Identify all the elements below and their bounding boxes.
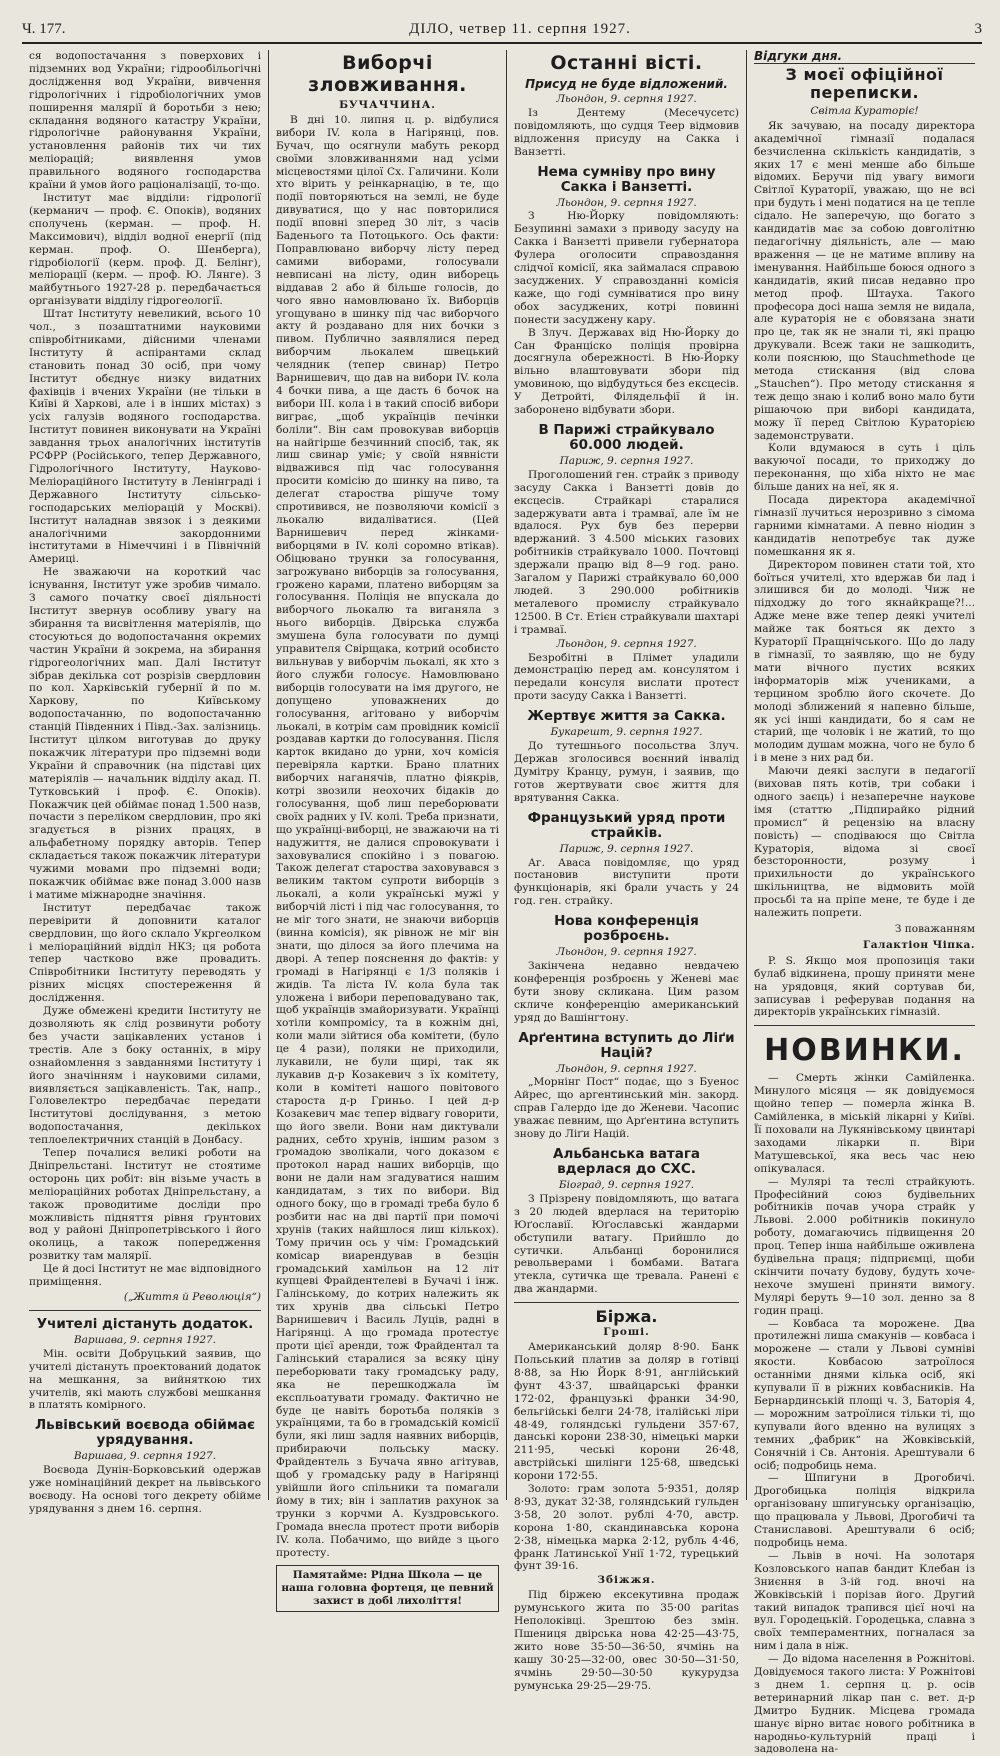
subheadline-money: Гроші. [603, 1326, 650, 1339]
article-paragraph: Аг. Аваса повідомляє, що уряд постановив виступити проти функціонарів, які брали участь у 24 год. ген. страйку. [514, 856, 739, 908]
subheadline-grain: Збіжжя. [597, 1574, 656, 1587]
divider [29, 1310, 261, 1311]
headline-teachers: Учителі дістануть додаток. [36, 1315, 254, 1332]
headline: Французький уряд проти страйків. [527, 809, 726, 841]
headline-official-correspondence: З моєї офіційної переписки. [785, 64, 944, 102]
article-paragraph: Директором повинен стати той, хто боїться учителі, хто вдержав би лад і злишився би до молоді. Чиж не підходжу до того якнайкраще?!... Адже мене вже тепер деякі учителі майже так бояться як дехто з Кураторії Пращнічського. Що до ладу в гімназії, то заявляю, що не буду мати вічного пустих всяких інформаторів між учениками, а терцином зроблю його скочете. До молоді зближений я напевно більше, як усі інші кандидати, бо я сам не старий, ще чоловік і не жатий, то що молодим душам можна, чого не було б і в мене з них рад би. [754, 558, 975, 765]
dateline: Льондон, 9. серпня 1927. [556, 637, 697, 650]
dateline: Біоград, 9. серпня 1927. [558, 1179, 695, 1191]
dateline: Париж, 9. серпня 1927. [559, 842, 694, 855]
article-paragraph: Тепер почалися великі роботи на Дніпрельстані. Інститут не стоятиме осторонь цих робіт: він візьме участь в меліораційних роботах Дніпрельстану, а також проводитиме досліди про можливість підняття рівня ґрунтових вод у районі Дніпропетрівського і його околиць, а також попередження розвитку там малярії. [29, 1147, 261, 1263]
column-2 [268, 50, 506, 1608]
subheadline: БУЧАЧЧИНА. [339, 99, 436, 111]
headline: Нема сумніву про вину Сакка і Ванзетті. [537, 163, 716, 195]
salutation: Світла Кураторіє! [810, 104, 919, 117]
column-3 [506, 50, 746, 1692]
article-paragraph: В дні 10. липня ц. р. відбулися вибори IV. кола в Нагірянці, пов. Бучач, що осягнули мабуть рекорд своїми зловживаннями над усіми місцевостями цілої Сх. Галичини. Коли хто вірить у реінкарнацію, в те, що події повторяються на землі, не буде дивуватися, що у нас повторилися події вповні зперед 30 літ, з часів Баденього та Потоцького. Ось факти: Поправлювано виборчу лісту перед самими виборами, голосували невписані на лісту, один виборець віддавав 2 або й більше голосів, до чого явно намовлювано їх. Виборців угощувано в шинку під час виборчого акту й роздавано для них бочки з пивом. Публично заявлялися перед виборчим льокалем швецький челядник (тепер свинар) Петро Варнишевич, що дав на вибори IV. кола 4 бочки пива, а ще дасть 6 бочок на вибори III. кола і в такий спосіб вибори виграє, „щоб українців печінки боліли“. Він сам провокував виборців на найгірше безчинний спосіб, так, як лиш свинар уміє; у своїй нявністи відважився під час голосування просити комісію до шинку на пиво, та делегат староства рішуче тому спротивився, не позволяючи комісії з льокалю видаліватися. (Цей Варнишевич перед жінками-виборцями в IV. колі соромно втікав). Обіцювано трунки за голосування, загрожувано виборців за голосування, грожено карами, платено виборцям за голосування. Поліція не впускала до виборчого льокалю та виганяла з нього виборців. Двірська служба змушена була голосувати по думці управителя Свірщака, котрий особисто вильнував у виборчім льокалі, як хто з його служби голосує. Намовлювано виборців голосувати на імя другого, не допущено уповажнених до голосування, агітовано у виборчім льокалі, в котрім сам провідник комісії роздавав картки до голосування. Після карток вкидано до урни, хоч комісія перевіряла картки. Брано платних виборчих наганячів, платно фіякрів, котрі звозили неохочих бідаків до голосування, щоб лиш переборювати своїх радних у IV. колі. Треба признати, що українці-виборці, не зважаючи на ті надужиття, не далися спровокувати і заховувалися спокійно і з повагою. Також делегат староства заховувався з великим тактом супроти виборців з льокалі, а коли українські мужі у виборчій лісті і під час голосування, то не міг того знати, не знаючи виборців (винна комісія), як рівнож не міг він знати, що ділося за його плечима на дворі. А тепер пояснення до фактів: у громаді в Нагірянці є 1/3 поляків і жидів. Та ліста IV. кола була так уложена і вибори переповадувано так, щоб українців змайоризувати. Українці хотіли компромісу, та в кожнім дні, коли мали зійтися оба комітети, (було це 4 рази), поляки не приходили, лукавили, не були щирі, так як лукавив д-р Козакевич з їх комітету, коли в комітеті нашого повітового староста д-р Гриньо. І цей д-р Козакевич має тепер відвагу говорити, що його звели. Вони нам диктували радних, себто хрунів, іншим разом з громадою зволікали, чого доказом є протокол нарад наших виборців, що вони не дали нам згадуватися нашим кандидатам, з тих по вибори. Від одного боку, що в громаді треба було б розбити нас на дві партії при помочі хрунів (таких найшлося лиш кількох). Тому причин ось у чім: Громадський комісар виарендував в безцін громадський хамільон на 12 літ купцеві Фрайдентелеві в Бучачі і інж. Галінському, до котрих належить як тих хрунів два сільські Петро Варнишевич і Василь Луців, радні в Нагірянці. А що громада протестує проти цієї аренди, тож Фрайдентал та Галінський старалися за всяку ціну переборювати таку громадську раду, яка не перешкоджала їм експльоатувати громаду. Фактично не буде це навіть боротьба поляків з українцями, та бо в громадській комісії були, які лиш задля наявних виборців, прибираючи польську маску. Фрайдентель з Бучача явно агітував, щоб у громадську раду в Нагірянці увійшли його спільники та помагали йому в тих; він і заплатив рахунок за трунки з корчми А. Куздровського. Громада внесла протест проти виборів IV. кола. Побачимо, що вийде з цього протесту. [276, 113, 499, 1559]
article-paragraph: Маючи деякі заслуги в педагогії (виховав пять котів, три собаки і одного заєць) і незаперечне наукове імя (статтю „Підпирайко рідний промисл“ й рецензію на власну повість) — сподіваюся що Світла Кураторія, відома зі своєї безсторонности, розуму і прихильности до українського шкільництва, не відмовить моїй просьбі та на пріпе мене, те буде і де належить попрети. [754, 765, 975, 920]
masthead [22, 14, 982, 44]
signature-name [754, 939, 975, 952]
column-1 [22, 50, 268, 1515]
column-4 [746, 49, 982, 1756]
section-kicker: Відгуки дня. [754, 50, 975, 64]
article-paragraph: Інститут має відділи: гідрології (керманич — проф. Є. Опоків), водяних сполучень (керман. — проф. Н. Максимович), відділ водної енергії (під керман. проф. О. Шенберга), гідробіології (керм. проф. Д. Белінг), меліорації (керм. — проф. Ю. Лянге). З майбутнього 1927-28 р. передбачається організувати відділу гідрогеології. [29, 191, 261, 308]
headline-voivode: Львівський воєвода обіймає урядування. [34, 1417, 256, 1449]
slogan-box: Памятайме: Рідна Школа — це наша головна фортеця, це певний захист в добі лихоліття! [276, 1565, 499, 1612]
postscript: P. S. Якщо моя пропозиція таки булаб відкинена, прошу приняти мене на урядовця, який сортував би, записував і реферував подання на директорів українських гімназій. [754, 954, 975, 1019]
dateline: Льондон, 9. серпня 1927. [556, 1062, 697, 1075]
masthead-title: ДІЛО, четвер 11. серпня 1927. [409, 21, 631, 37]
grain-prices: Під біржею ексекутивна продаж румунського жита по 35·00 paritas Неполоківці. Зрештою без змін. Пшениця двірська нова 42·25—43·75, жито нове 35·50—36·50, ячмінь на кашу 30·25—32·00, овес 30·50—31·50, ячмінь 29·50—30·50 кукурудза румунська 29·25—29·75. [514, 1589, 739, 1692]
headline: Альбанська ватага вдерлася до СХС. [553, 1146, 700, 1177]
article-paragraph: Це й досі Інститут не має відповідного приміщення. [29, 1263, 261, 1289]
news-item: — Львів в ночі. На золотаря Козловського напав бандит Клебан із Зниєння в 3-ій год. вночі на Жовківській і порізав його. Другий такий випадок трапився цієї ночі на вул. Городецькій. Городецька, славна з своїх темпераментних, погналася за ним і дала в ніж. [754, 1549, 975, 1653]
page-number: 3 [974, 21, 982, 37]
gold-rates: Золото: грам золота 5·9351, доляр 8·93, дукат 32·38, голяндський гульден 3·58, 20 золот. рублі 4·70, австр. корона 1·80, скандинавська корона 2·38, німецька марка 2·12, рубль 4·46, франк Латинської Унії 1·72, турецький фунт 39·16. [514, 1483, 739, 1573]
dateline: Варшава, 9. серпня 1927. [73, 1450, 217, 1463]
headline: Жертвує життя за Сакка. [527, 708, 726, 725]
article-paragraph: „Морнінг Пост“ подає, що з Буенос Айрес, що аргентинський мін. закорд. справ Галердо іде до Женеви. Часопис уважає певним, що Арґентина вступить знову до Ліґи Націй. [514, 1076, 740, 1141]
article-paragraph: Інститут передбачає також перевірити й доповнити каталог свердловин, що його склало Укргеолком і меліораційний відділ НКЗ; ця робота тепер частково вже провадить. Співробітники Інституту переводять у різних місцях спостереження й дослідження. [29, 901, 261, 1005]
article-paragraph: Посада директора академічної гімназії лучиться нерозривно з сімома гарними кімнатами. А певно ніодин з кандидатів непотребує так дуже помешкання як я. [754, 494, 975, 558]
dateline: Букарешт, 9. серпня 1927. [550, 726, 703, 739]
headline: В Парижі страйкувало 60.000 людей. [538, 421, 715, 453]
signature-name-text: Галактіон Чіпка. [863, 938, 975, 951]
article-paragraph: Не зважаючи на короткий час існування, Інститут уже зробив чимало. З самого початку своєї діяльності Інститут звернув особливу увагу на збирання та висвітлення матеріялів, що стосуються до водопостачання окремих частин України й зокрема, на збирання гідрогеологічних мап. Далі Інститут зібрав декілька сот розрізів свердловин по кол. Харківській губернії й по м. Харкову, по Київському водопостачанню, по водопостачанню станцій Південних і Півд.-Зах. залізниць. Інститут цілком виготував до друку покажчик літератури про підземні води України й справочник (на підставі цих матеріялів — начальник відділу акад. П. Тутковський і проф. Є. Опоків). Покажчик цей обіймає понад 1.500 назв, почасти з переліком свердловин, про які згадується в різних працях, в альфабетному порядку авторів. Тепер складається також покажчик літератури чужими мовами про підземні води; покажчик обіймає вже понад 3.000 назв і матиме міжнародне значіння. [29, 566, 261, 901]
exchange-rates: Американський доляр 8·90. Банк Польський платив за доляр в готівці 8·88, за Ню Йорк 8·91, англійський фунт 43·37, швайцарські франки 172·02, французькі франки 34·90, бельгійські белги 24·78, італійські ліри 48·49, голяндські гульдени 357·67, данські корони 238·30, німецькі марки 211·95, чеські корони 26·48, австрійські шилінги 125·68, шведські корони 172·55. [514, 1341, 739, 1483]
headline-news: НОВИНКИ. [764, 1033, 965, 1069]
article-paragraph: Безробітні в Плімет уладили демонстрацію перед ам. консулятом і передали консуля вислати протест проти засуду Сакка і Ванзетті. [514, 651, 739, 703]
news-item: — Смерть жінки Самійленка. Минулого місяця — як довідуємося щойно тепер — померла жінка В. Самійленка, в міській лікарні у Київі. Її поховали на Лукянівському цвинтарі заходами лікарки п. Віри Матушевської, яка весь час нею опікувалася. [754, 1072, 975, 1175]
news-item: — Ковбаса та морожене. Два протилежні лиша смакунів — ковбаса і морожене — стали у Львові сумніві якости. Ковбасою затроїлося останніми днями кілька осіб, які купували її в ріжних ковбасникiв. На Бернардинській площі ч. 3, Баторія 4, — морожним затроїлися тільки ті, що купували його вденно на вулицях з темних „фабрик“ на Жовківській, Сонячній і Св. Антонія. Арештували 6 осіб; подробиць нема. [754, 1317, 975, 1472]
article-paragraph: До тутешнього посольства Злуч. Держав зголосився воєнний інвалід Думітру Кранцу, румун, і заявив, що готов жертвувати своє життя для врятування Сакка. [514, 740, 739, 804]
page-issue-number: Ч. 177. [22, 21, 66, 37]
signature-greeting: З поважанням [894, 923, 975, 935]
headline-election-abuse: Виборчі зловживання. [308, 52, 467, 96]
article-paragraph: ся водопостачання з поверхових і підземних вод України; гідрообільогічні дослідження вод України, вивчення гідрологічних і гідробіологічних умов поширення малярії й боротьби з нею; складання водяного катастру України, гідрологічне районування України, установлення районів тих чи тих меліорацій; виявлення умов правильного водяного господарства країни й умов його раціоналізації, то-що. [29, 50, 261, 192]
dateline: Льондон, 9. серпня 1927. [556, 93, 697, 105]
article-paragraph: Закінчена недавно невдачею конференція розброєнь у Женеві має бути знову скликана. Цим разом скличе конференцію американський уряд до Вашінгтону. [514, 960, 739, 1024]
article-paragraph: Дуже обмежені кредити Інституту не дозволяють як слід розвинути роботу без участи зацікавлених установ і трестів. Але з боку останніх, в міру ознайомлення з завданнями Інституту і його значінням і науковими силами, виявляється зацікавленість. Так, напр., Головелектро передбачає передати Інститутові дослідування, з метою водопостачання, декількох теплоелектричних станцій в Донбасу. [29, 1005, 261, 1147]
news-item: — Мулярі та теслі страйкують. Професійний союз будівельних робітників почав учора страйк у Львові. 2.000 робітників покинуло роботу, домагаючись підвищення 20 проц. Тепер іншa найбільше оживлена будівельна праця; підприємці, щоби скінчити почату будову, будуть хоче-нехоче змушені приняти вимогу. Мулярі беруть 9—10 зол. денно за 8 годин праці. [754, 1175, 975, 1317]
article-paragraph: Із Дентему (Месечусетс) повідомляють, що судця Теер відмовив відложення присуду на Сакка і Ванзетті. [514, 106, 739, 158]
news-item: — До відома населення в Рожнітові. Довідуємося такого листа: У Рожнітові з днем 1. серпня ц. р. осів ветеринарний лікар пан с. вет. д-р Дмитро Будник. Місцева громада шанує вірно витає нового робітника в народньо-культурній праці і задоволена на- [754, 1653, 975, 1756]
headline-exchange: Біржа. [595, 1307, 658, 1327]
headline-latest-news: Останні вісті. [550, 52, 703, 74]
article-paragraph: Проголошений ген. страйк з приводу засуду Сакка і Ванзетті довів до ексцесів. Страйкарі старалися задержувати авта і трамваї, але їм не вдалося. Рух був без перерви вдержаний. З 4.500 міських газових робітників страйкувало 1000. Почтовці здержали працю від 8—9 год. рано. Загалом у Парижі страйкувало 60,000 людей. З 290.000 робітників металевого промислу страйкувало 12500. В Ст. Етієн страйкували шахтарі і трамваї. [514, 468, 739, 636]
article-paragraph: Як зачуваю, на посаду директора академічної гімназії подалася безчисленна скількість кандидатів, з яких 17 є мені менше або більше відомих. Беручи під увагу вимоги Світлої Кураторії, уважаю, що не всі при будуть і мені податися на це тепле сідало. Не заперечую, що богато з кандидатів має за собою довголітню педагогічну діяльність, але — маю враження — це не матиме впливу на іменування. Найбільше боюся одного з кандидатів, який писав недавно про метод проф. Штауха. Такого професора досі наша земля не видала, але кураторія не є обовязана знати про це, так як не знали ті, які працю друкували. Всеж таки не зашкодить, коли пояснюю, що Stauchmethode це метода стискання (від слова „Stauchen“). Про методу стискання я теж дещо знаю і колиб воно мало бути рішаючою при виборі кандидата, можу її перед Світлою Кураторією задемонструвати. [754, 119, 975, 442]
divider [514, 1302, 739, 1303]
dateline: Льондон, 9. серпня 1927. [556, 196, 697, 209]
dateline: Льондон, 9. серпня 1927. [556, 946, 697, 959]
article-paragraph: В Злуч. Державах від Ню-Йорку до Сан Франціско поліція провірна досягнула обережності. В Ню-Йорку вільно влаштовувати збори під умовиною, що відбудуться без ексцесів. У Детройті, Філядельфії й ін. заборонено відбувати збори. [514, 326, 739, 417]
dateline: Париж, 9. серпня 1927. [559, 454, 694, 467]
headline: Нова конференція розброєнь. [554, 913, 699, 945]
article-source: („Життя й Революція“) [123, 1291, 261, 1303]
article-paragraph: Штат Інституту невеликий, всього 10 чол., з позаштатними науковими співробітниками, дійсними членами Інституту й аспірантами склад становить понад 30 осіб, при чому Інститут обєднує низку видатних фахівців і вчених України (не тільки в Київі й Харкові, але і в інших містах) з усіх галузів водяного господарства. Інститут повинен виконувати на Україні завдання трьох аналогічних інститутів РСФРР (Російського, тепер Державного, Гідрологічного Інституту, Науково-Меліораційного Інституту в Ленінграді і Державного Інституту сільсько-господарських меліорацій у Москві). Інститут наладнав звязок і з деякими аналогічними закордонними інститутами в Німеччині і в Північній Америці. [29, 308, 261, 566]
columns [22, 49, 982, 1756]
divider [754, 1025, 975, 1026]
article-paragraph: Воєвода Дунін-Борковський одержав уже номінаційний декрет на львівського воєводу. На основі того декрету обійме урядування з днем 16. серпня. [29, 1464, 261, 1515]
article-paragraph: Мін. освіти Добруцький заявив, що учителі дістануть проектований додаток на мешкання, за вийняткою тих учителів, які мають службові мешкання в платять комірного. [29, 1347, 261, 1412]
article-paragraph: Коли вдумаюся в суть і ціль вакуючої посади, то приходжу до переконання, що хіба ніхто не має більше даних на неї, як я. [754, 442, 975, 494]
article-paragraph: З Ню-Йорку повідомляють: Безупинні замахи з приводу засуду на Сакка і Ванзетті привели губернатора Фулера оголосити справоздання слідчої комісії, яка займалася справою засуджених. У справозданні комісія каже, що годі сумніватися про вину обох засуджених, котрі повинні понести засуджену кару. [514, 210, 739, 326]
dateline: Варшава, 9. серпня 1927. [73, 1333, 217, 1346]
subheadline: Присуд не буде відложений. [525, 77, 728, 91]
article-paragraph: З Прізрену повідомляють, що ватага з 20 людей вдерлася на територію Юґославії. Юґославські жандарми обступили ватагу. Прийшло до сутички. Альбанці боронилися револьверами і бомбами. Ватага утекла, сутичка ще тревала. Ранені є два жандарми. [514, 1192, 739, 1296]
headline: Арґентина вступить до Ліґи Націй? [518, 1029, 735, 1061]
news-item: — Шпигуни в Дрогобичі. Дрогобицька поліція відкрила організовану шпигунську організацію, що працювала у Львові, Дрогобичі та Станиславові. Арештували 6 осіб; подробиць нема. [754, 1472, 975, 1549]
